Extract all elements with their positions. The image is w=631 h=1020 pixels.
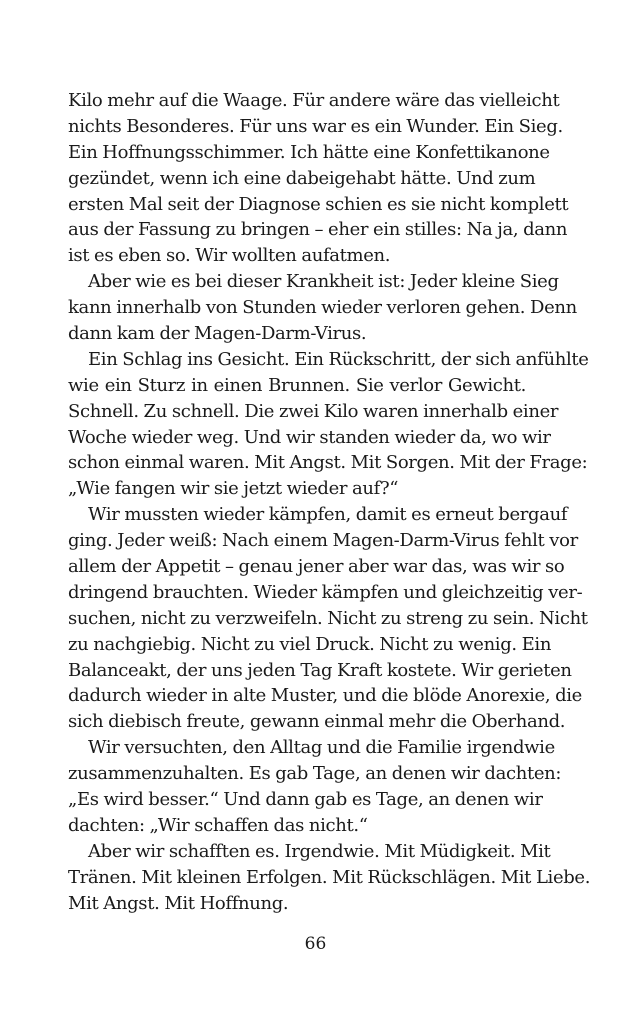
text-line: zu nachgiebig. Nicht zu viel Druck. Nicht zu wenig. Ein [68,633,552,655]
text-line: kann innerhalb von Stunden wieder verloren gehen. Denn [68,297,577,319]
text-line: Woche wieder weg. Und wir standen wieder da, wo wir [68,426,551,448]
text-line: dadurch wieder in alte Muster, und die blöde Anorexie, die [68,685,582,707]
text-line: Mit Angst. Mit Hoffnung. [68,892,289,914]
paragraph [68,502,588,735]
text-line: Aber wie es bei dieser Krankheit ist: Jeder kleine Sieg [88,271,559,293]
text-line: Wir mussten wieder kämpfen, damit es erneut bergauf [88,504,568,526]
text-line: schon einmal waren. Mit Angst. Mit Sorgen. Mit der Frage: [68,452,588,474]
paragraph [68,269,577,347]
text-line: aus der Fassung zu bringen – eher ein stilles: Na ja, dann [68,219,568,241]
text-line: dachten: „Wir schaffen das nicht.“ [68,814,368,836]
text-line: ersten Mal seit der Diagnose schien es sie nicht komplett [68,193,569,215]
paragraph [68,839,591,917]
text-line: Ein Schlag ins Gesicht. Ein Rückschritt, der sich anfühlte [88,348,589,370]
text-line: gezündet, wenn ich eine dabeigehabt hätte. Und zum [68,167,536,189]
paragraph [68,88,569,269]
paragraph [68,735,562,839]
text-line: Schnell. Zu schnell. Die zwei Kilo waren innerhalb einer [68,400,559,422]
text-line: dringend brauchten. Wieder kämpfen und gleichzeitig ver- [68,581,583,603]
text-line: sich diebisch freute, gewann einmal mehr die Oberhand. [68,711,566,733]
text-line: zusammenzuhalten. Es gab Tage, an denen wir dachten: [68,763,562,785]
text-line: Kilo mehr auf die Waage. Für andere wäre das vielleicht [68,90,560,111]
text-line: allem der Appetit – genau jener aber war das, was wir so [68,556,565,578]
text-line: ging. Jeder weiß: Nach einem Magen-Darm-Virus fehlt vor [68,530,578,552]
text-line: ist es eben so. Wir wollten aufatmen. [68,245,391,267]
body-text [68,88,591,917]
text-line: „Es wird besser.“ Und dann gab es Tage, an denen wir [68,789,543,811]
text-line: „Wie fangen wir sie jetzt wieder auf?“ [68,478,399,500]
text-line: dann kam der Magen-Darm-Virus. [68,323,367,345]
page-number: 66 [304,934,327,954]
text-line: suchen, nicht zu verzweifeln. Nicht zu streng zu sein. Nicht [68,607,588,629]
text-line: Wir versuchten, den Alltag und die Familie irgendwie [88,737,555,759]
paragraph [68,347,589,502]
text-line: Tränen. Mit kleinen Erfolgen. Mit Rückschlägen. Mit Liebe. [68,866,591,888]
text-line: Ein Hoffnungsschimmer. Ich hätte eine Konfettikanone [68,141,550,163]
text-line: Aber wir schafften es. Irgendwie. Mit Müdigkeit. Mit [88,840,551,862]
text-line: wie ein Sturz in einen Brunnen. Sie verlor Gewicht. [68,374,526,396]
text-line: Balanceakt, der uns jeden Tag Kraft kostete. Wir gerieten [68,659,572,681]
text-line: nichts Besonderes. Für uns war es ein Wunder. Ein Sieg. [68,115,563,137]
